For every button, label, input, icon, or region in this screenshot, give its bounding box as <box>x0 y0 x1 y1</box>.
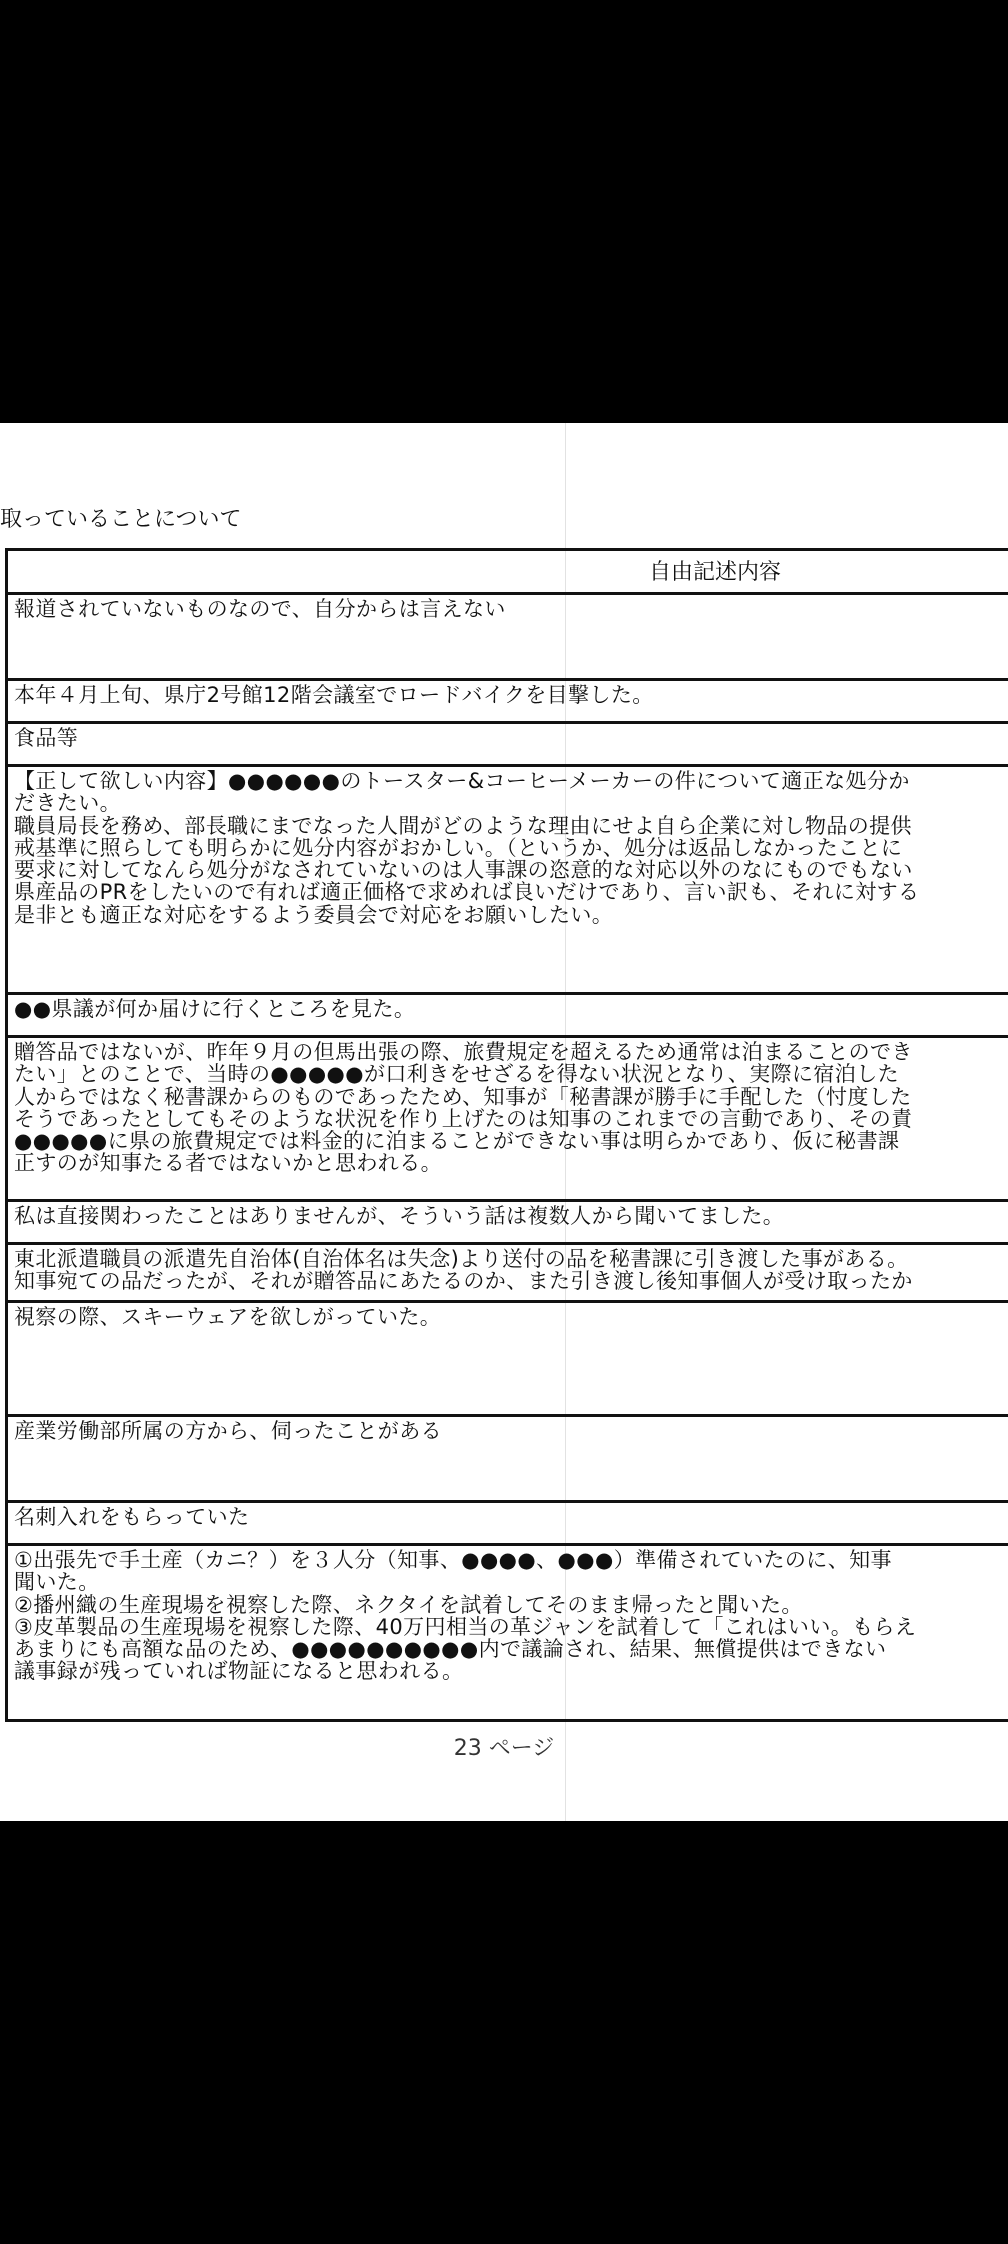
table-row <box>8 724 1008 767</box>
table-row <box>8 1038 1008 1202</box>
response-line: 報道されていないものなので、自分からは言えない <box>14 597 506 621</box>
response-line: 正すのが知事たる者ではないかと思われる。 <box>14 1151 442 1176</box>
response-line: 人からではなく秘書課からのものであったため、知事が「秘書課が勝手に手配した（忖度した <box>14 1084 912 1109</box>
response-line: 私は直接関わったことはありませんが、そういう話は複数人から聞いてました。 <box>14 1204 785 1228</box>
table-row <box>8 1245 1008 1303</box>
response-cell <box>14 770 919 926</box>
table-row <box>8 995 1008 1038</box>
table-row <box>8 1546 1008 1719</box>
response-line: 要求に対してなんら処分がなされていないのは人事課の恣意的な対応以外のなにものでもない <box>14 858 913 883</box>
response-line: 聞いた。 <box>14 1570 100 1595</box>
table-row <box>8 681 1008 724</box>
response-line: あまりにも高額な品のため、●●●●●●●●●●内で議論され、結果、無償提供はできない <box>14 1637 887 1662</box>
page-number-label: 23 ページ <box>453 1736 555 1761</box>
response-line: 東北派遣職員の派遣先自治体(自治体名は失念)より送付の品を秘書課に引き渡した事がある。 <box>14 1247 909 1271</box>
table-row <box>8 1417 1008 1503</box>
response-line: 知事宛ての品だったが、それが贈答品にあたるのか、また引き渡し後知事個人が受け取ったか <box>14 1269 913 1294</box>
response-line: たい」とのことで、当時の●●●●●が口利きをせざるを得ない状況となり、実際に宿泊した <box>14 1062 899 1087</box>
response-line: ③皮革製品の生産現場を視察した際、40万円相当の革ジャンを試着して「これはいい。もらえ <box>14 1614 917 1639</box>
response-line: 視察の際、スキーウェアを欲しがっていた。 <box>14 1305 442 1329</box>
response-cell <box>14 727 78 749</box>
response-line: そうであったとしてもそのような状況を作り上げたのは知事のこれまでの言動であり、その責 <box>14 1106 913 1131</box>
table-row <box>8 595 1008 681</box>
response-line: 職員局長を務め、部長職にまでなった人間がどのような理由にせよ自ら企業に対し物品の提供 <box>14 813 912 838</box>
column-header-free-text: 自由記述内容 <box>649 560 782 585</box>
response-cell <box>14 598 506 620</box>
response-line: 贈答品ではないが、昨年９月の但馬出張の際、旅費規定を超えるため通常は泊まることのでき <box>14 1040 913 1064</box>
response-cell <box>14 1506 249 1528</box>
table-row <box>8 1303 1008 1417</box>
response-line: ②播州織の生産現場を視察した際、ネクタイを試着してそのまま帰ったと聞いた。 <box>14 1592 803 1617</box>
response-cell <box>14 1549 916 1683</box>
response-line: 県産品のPRをしたいので有れば適正価格で求めれば良いだけであり、言い訳も、それに対する <box>14 880 920 905</box>
table-row <box>8 1503 1008 1546</box>
response-cell <box>14 684 654 706</box>
response-line: 食品等 <box>14 726 79 750</box>
response-line: だきたい。 <box>14 791 121 816</box>
response-cell <box>14 1205 784 1227</box>
section-heading: 取っていることについて <box>0 507 242 532</box>
response-cell <box>14 1306 441 1328</box>
table-row <box>8 1202 1008 1245</box>
response-cell <box>14 1248 913 1293</box>
response-line: 名刺入れをもらっていた <box>14 1505 250 1529</box>
response-line: 是非とも適正な対応をするよう委員会で対応をお願いしたい。 <box>14 902 614 927</box>
document-page <box>0 423 1008 1821</box>
response-cell <box>14 1041 913 1175</box>
response-line: 議事録が残っていれば物証になると思われる。 <box>14 1659 464 1684</box>
table-header-row <box>8 551 1008 595</box>
response-line: 戒基準に照らしても明らかに処分内容がおかしい。（というか、処分は返品しなかったことに <box>14 835 903 860</box>
response-cell <box>14 1420 442 1442</box>
response-line: 産業労働部所属の方から、伺ったことがある <box>14 1419 442 1443</box>
response-table <box>5 548 1008 1722</box>
response-cell <box>14 998 415 1020</box>
response-line: 【正して欲しい内容】●●●●●●のトースター&コーヒーメーカーの件について適正な処分か <box>14 769 910 793</box>
response-line: 本年４月上旬、県庁2号館12階会議室でロードバイクを目撃した。 <box>14 683 654 707</box>
response-line: ●●県議が何か届けに行くところを見た。 <box>14 997 416 1021</box>
response-line: ●●●●●に県の旅費規定では料金的に泊まることができない事は明らかであり、仮に秘書課 <box>14 1129 900 1154</box>
response-line: ①出張先で手土産（カニ？）を３人分（知事、●●●●、●●●）準備されていたのに、知事 <box>14 1548 892 1572</box>
table-row <box>8 767 1008 995</box>
